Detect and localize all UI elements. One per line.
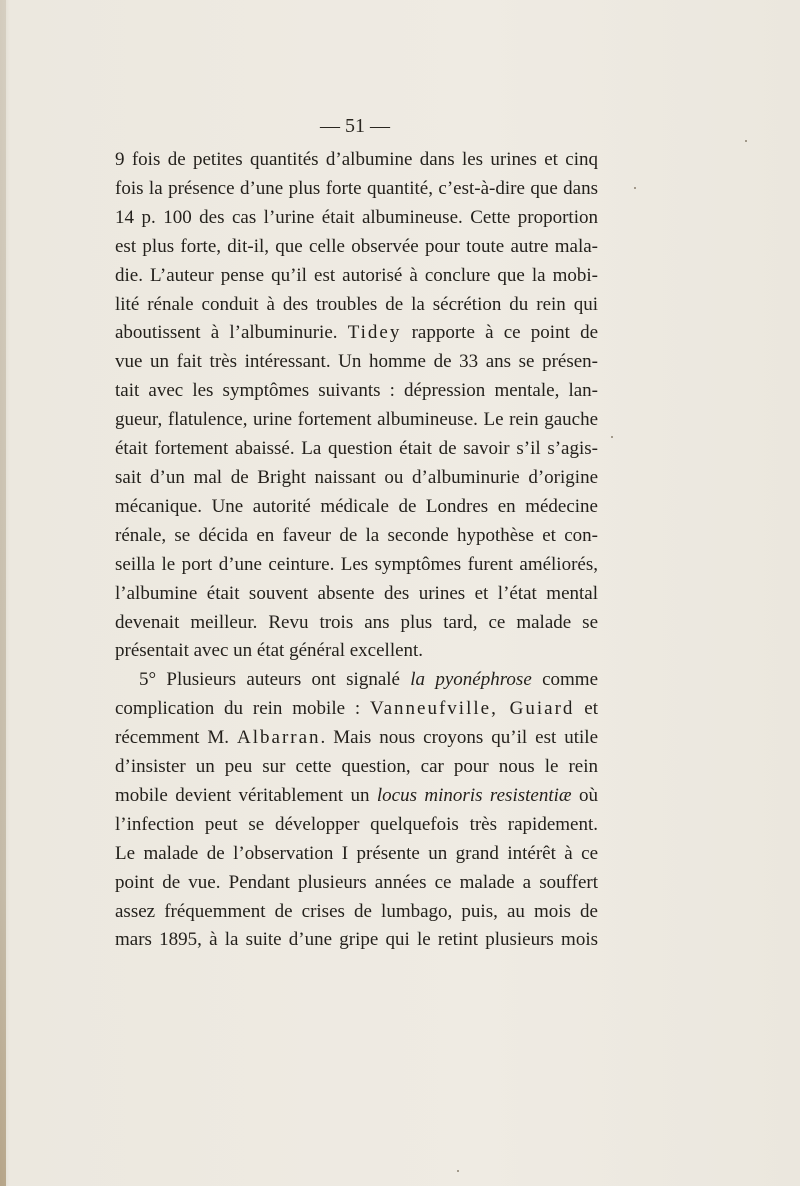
text-segment: rapporte à ce point de [401, 322, 598, 344]
text-line: devenait meilleur. Revu trois ans plus tard, ce malade se [115, 611, 598, 633]
text-line: est plus forte, dit-il, que celle observée pour toute autre mala- [115, 235, 598, 257]
text-segment: . Mais nous croyons qu’il est utile [320, 727, 598, 749]
text-line [115, 695, 598, 724]
text-line: présentait avec un état général excellent. [115, 640, 424, 662]
paper-speck [634, 187, 636, 189]
author-name: Albarran [237, 727, 321, 749]
author-name: Vanneufville, Guiard [370, 698, 575, 720]
text-line: die. L’auteur pense qu’il est autorisé à conclure que la mobi- [115, 264, 598, 286]
text-line: assez fréquemment de crises de lumbago, puis, au mois de [115, 900, 598, 922]
text-segment: complication du rein mobile : [115, 698, 370, 720]
text-line: mars 1895, à la suite d’une gripe qui le retint plusieurs mois [115, 929, 598, 951]
text-line [115, 319, 598, 348]
text-line: l’albumine était souvent absente des urines et l’état mental [115, 582, 598, 604]
page-number: — 51 — [320, 115, 390, 137]
text-line: d’insister un peu sur cette question, car pour nous le rein [115, 756, 598, 778]
paper-speck [745, 140, 747, 142]
text-line: seilla le port d’une ceinture. Les symptômes furent améliorés, [115, 553, 598, 575]
italic-term: locus minoris resistentiæ [376, 784, 572, 806]
text-segment: mobile devient véritablement un [115, 784, 377, 806]
paper-speck [457, 1170, 459, 1172]
text-line: 14 p. 100 des cas l’urine était albumineuse. Cette proportion [115, 206, 598, 228]
text-segment: où [571, 784, 598, 806]
text-line: gueur, flatulence, urine fortement albumineuse. Le rein gauche [115, 409, 598, 431]
text-line [115, 666, 598, 695]
text-line [115, 724, 598, 753]
text-line: 9 fois de petites quantités d’albumine dans les urines et cinq [115, 149, 598, 170]
text-line: rénale, se décida en faveur de la seconde hypothèse et con- [115, 524, 598, 546]
text-segment: 5° Plusieurs auteurs ont signalé [139, 669, 411, 691]
text-line: était fortement abaissé. La question était de savoir s’il s’agis- [115, 438, 598, 460]
paper-speck [611, 436, 613, 438]
text-line: lité rénale conduit à des troubles de la sécrétion du rein qui [115, 293, 598, 315]
text-line: tait avec les symptômes suivants : dépression mentale, lan- [115, 380, 598, 402]
text-segment: comme [531, 669, 598, 691]
italic-term: la pyonéphrose [410, 669, 532, 691]
text-line [115, 782, 598, 811]
text-line: fois la présence d’une plus forte quantité, c’est-à-dire que dans [115, 177, 598, 199]
text-segment: aboutissent à l’albuminurie. [115, 322, 348, 344]
body-text [115, 146, 598, 955]
text-line: Le malade de l’observation I présente un grand intérêt à ce [115, 842, 598, 864]
text-line: mécanique. Une autorité médicale de Londres en médecine [115, 495, 598, 517]
page-spine-edge [0, 0, 6, 1186]
text-segment: récemment M. [115, 727, 238, 749]
text-line: vue un fait très intéressant. Un homme de 33 ans se présen- [115, 351, 598, 373]
text-segment: et [574, 698, 598, 720]
text-line: l’infection peut se développer quelquefois très rapidement. [115, 813, 598, 835]
text-line: sait d’un mal de Bright naissant ou d’albuminurie d’origine [115, 466, 598, 488]
author-name: Tidey [347, 322, 402, 344]
text-line: point de vue. Pendant plusieurs années ce malade a souffert [115, 871, 598, 893]
